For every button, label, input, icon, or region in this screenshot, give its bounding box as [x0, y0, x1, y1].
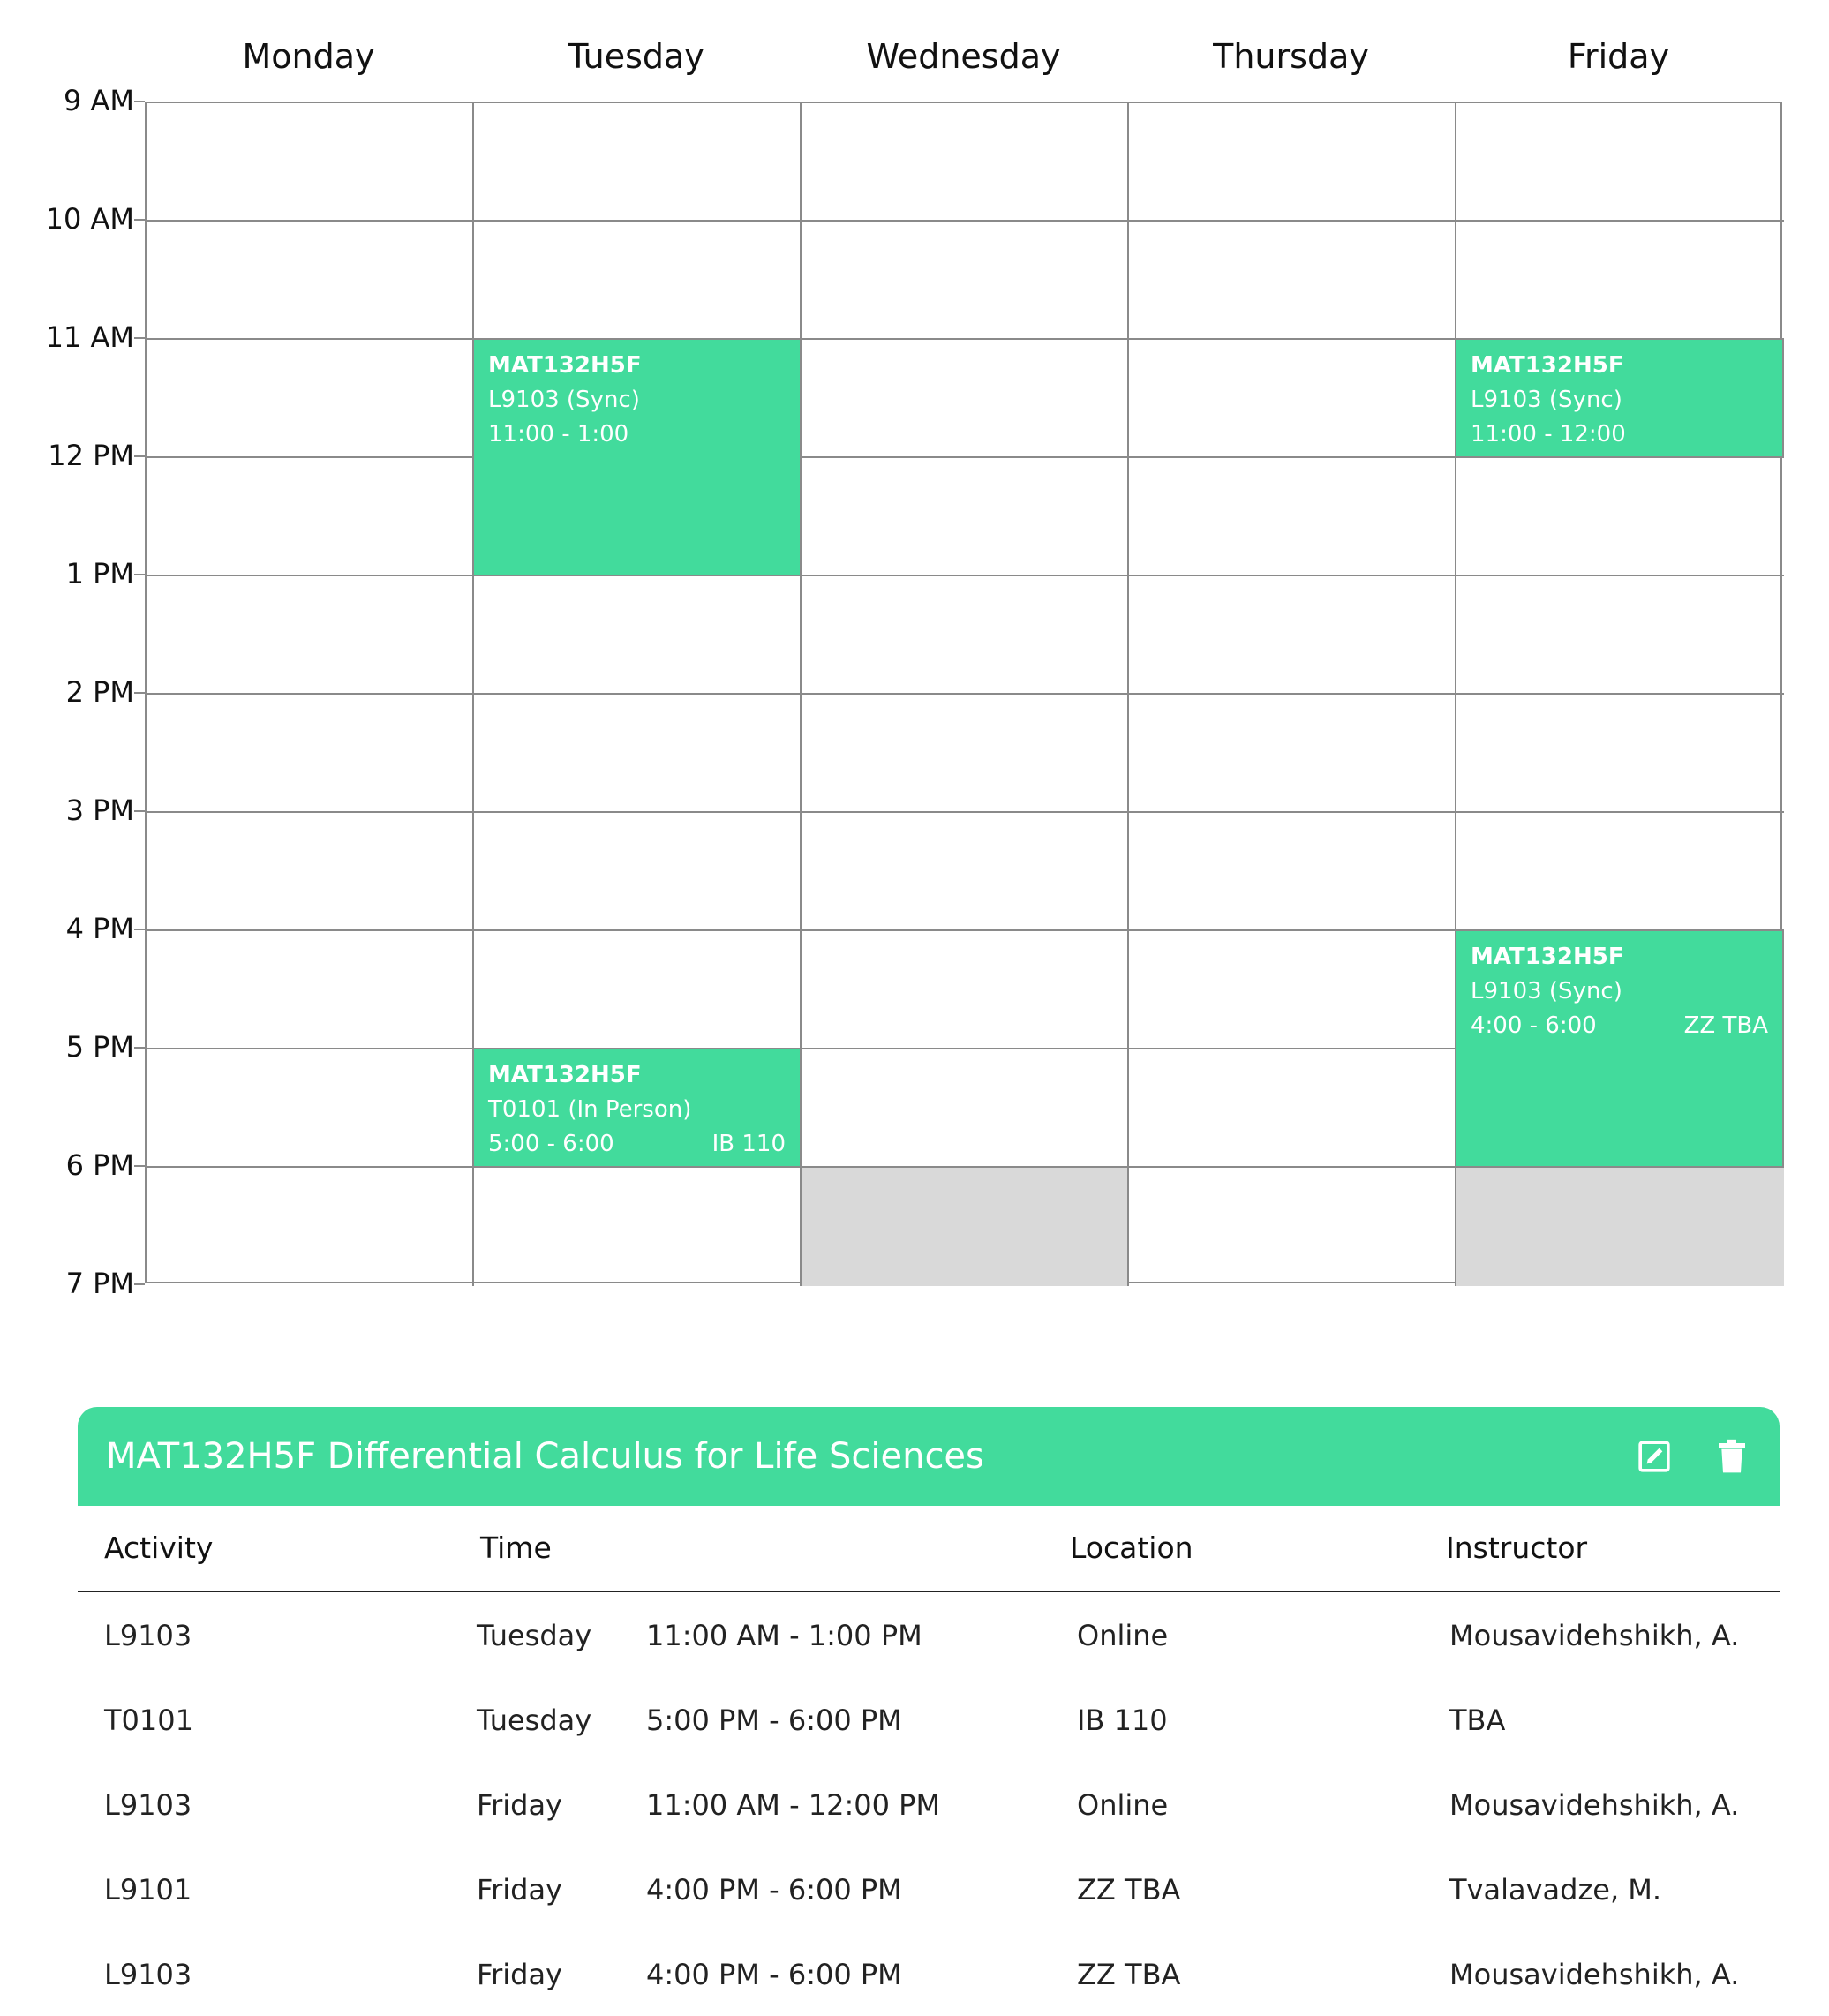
day-cell: Friday	[477, 1958, 562, 1991]
location-cell: Online	[1077, 1788, 1169, 1822]
day-cell: Tuesday	[477, 1704, 592, 1737]
time-cell: 11:00 AM - 12:00 PM	[646, 1788, 941, 1822]
instructor-cell: TBA	[1449, 1704, 1506, 1737]
table-row	[78, 1762, 1780, 1847]
time-label: 4 PM	[65, 912, 134, 945]
hour-tick	[134, 574, 145, 575]
day-gridline	[1127, 103, 1129, 1286]
unavailable-slot	[802, 1168, 1129, 1286]
calendar-event[interactable]	[472, 338, 802, 576]
event-time: 5:00 - 6:00	[488, 1131, 614, 1157]
activity-cell: L9103	[104, 1788, 192, 1822]
header-time: Time	[480, 1531, 552, 1565]
activity-cell: L9103	[104, 1619, 192, 1652]
time-label: 1 PM	[65, 557, 134, 591]
hour-tick	[134, 692, 145, 694]
time-label: 12 PM	[48, 439, 134, 472]
hour-tick	[134, 1165, 145, 1167]
header-activity: Activity	[104, 1531, 214, 1565]
course-title: MAT132H5F Differential Calculus for Life Sciences	[106, 1436, 984, 1477]
event-course-code: MAT132H5F	[488, 352, 642, 379]
event-course-code: MAT132H5F	[1471, 352, 1624, 379]
table-row	[78, 1592, 1780, 1677]
day-cell: Friday	[477, 1873, 562, 1907]
calendar-event[interactable]	[472, 1048, 802, 1168]
event-time: 11:00 - 12:00	[1471, 421, 1626, 448]
time-label: 3 PM	[65, 794, 134, 827]
time-label: 6 PM	[65, 1148, 134, 1182]
edit-icon[interactable]	[1635, 1437, 1674, 1476]
hour-tick	[134, 337, 145, 339]
instructor-cell: Mousavidehshikh, A.	[1449, 1958, 1740, 1991]
day-header-thursday: Thursday	[1213, 37, 1369, 76]
time-label: 5 PM	[65, 1030, 134, 1064]
location-cell: ZZ TBA	[1077, 1958, 1181, 1991]
day-cell: Friday	[477, 1788, 562, 1822]
course-header	[78, 1407, 1780, 1506]
hour-tick	[134, 810, 145, 812]
location-cell: ZZ TBA	[1077, 1873, 1181, 1907]
hour-gridline	[147, 811, 1784, 813]
event-time-row	[1471, 417, 1768, 452]
calendar-event[interactable]	[1455, 338, 1784, 458]
event-time-row	[1471, 1009, 1768, 1043]
time-label: 9 AM	[63, 84, 134, 117]
time-label: 11 AM	[45, 320, 134, 354]
unavailable-slot	[1456, 1168, 1784, 1286]
event-time: 4:00 - 6:00	[1471, 1012, 1597, 1039]
course-panel	[78, 1407, 1780, 2016]
event-section: T0101 (In Person)	[488, 1096, 692, 1123]
event-time-row	[488, 1127, 786, 1162]
header-instructor: Instructor	[1446, 1531, 1588, 1565]
event-time-row	[488, 417, 786, 452]
hour-gridline	[147, 693, 1784, 695]
event-section: L9103 (Sync)	[488, 387, 640, 413]
hour-tick	[134, 101, 145, 102]
day-header-tuesday: Tuesday	[568, 37, 704, 76]
activity-cell: T0101	[104, 1704, 193, 1737]
calendar-event[interactable]	[1455, 929, 1784, 1168]
instructor-cell: Tvalavadze, M.	[1449, 1873, 1662, 1907]
day-header-friday: Friday	[1567, 37, 1670, 76]
calendar-grid	[145, 102, 1782, 1283]
event-location: IB 110	[711, 1131, 786, 1157]
location-cell: IB 110	[1077, 1704, 1168, 1737]
hour-tick	[134, 219, 145, 221]
hour-tick	[134, 929, 145, 930]
hour-gridline	[147, 575, 1784, 576]
day-header-wednesday: Wednesday	[866, 37, 1061, 76]
time-label: 7 PM	[65, 1267, 134, 1300]
table-body	[78, 1592, 1780, 2016]
hour-tick	[134, 455, 145, 457]
event-section: L9103 (Sync)	[1471, 978, 1622, 1004]
event-course-code: MAT132H5F	[1471, 944, 1624, 970]
table-row	[78, 1847, 1780, 1931]
time-label: 10 AM	[45, 202, 134, 236]
time-cell: 5:00 PM - 6:00 PM	[646, 1704, 902, 1737]
instructor-cell: Mousavidehshikh, A.	[1449, 1619, 1740, 1652]
activity-cell: L9103	[104, 1958, 192, 1991]
event-location: ZZ TBA	[1683, 1012, 1768, 1039]
time-cell: 4:00 PM - 6:00 PM	[646, 1873, 902, 1907]
hour-gridline	[147, 220, 1784, 222]
event-time: 11:00 - 1:00	[488, 421, 629, 448]
trash-icon[interactable]	[1712, 1437, 1751, 1476]
event-course-code: MAT132H5F	[488, 1062, 642, 1088]
activity-cell: L9101	[104, 1873, 192, 1907]
day-cell: Tuesday	[477, 1619, 592, 1652]
day-header-monday: Monday	[242, 37, 375, 76]
time-cell: 11:00 AM - 1:00 PM	[646, 1619, 922, 1652]
hour-tick	[134, 1047, 145, 1049]
time-cell: 4:00 PM - 6:00 PM	[646, 1958, 902, 1991]
event-section: L9103 (Sync)	[1471, 387, 1622, 413]
table-header	[78, 1506, 1780, 1592]
hour-tick	[134, 1283, 145, 1285]
table-row	[78, 1931, 1780, 2016]
time-label: 2 PM	[65, 675, 134, 709]
instructor-cell: Mousavidehshikh, A.	[1449, 1788, 1740, 1822]
table-row	[78, 1677, 1780, 1762]
header-location: Location	[1070, 1531, 1193, 1565]
location-cell: Online	[1077, 1619, 1169, 1652]
